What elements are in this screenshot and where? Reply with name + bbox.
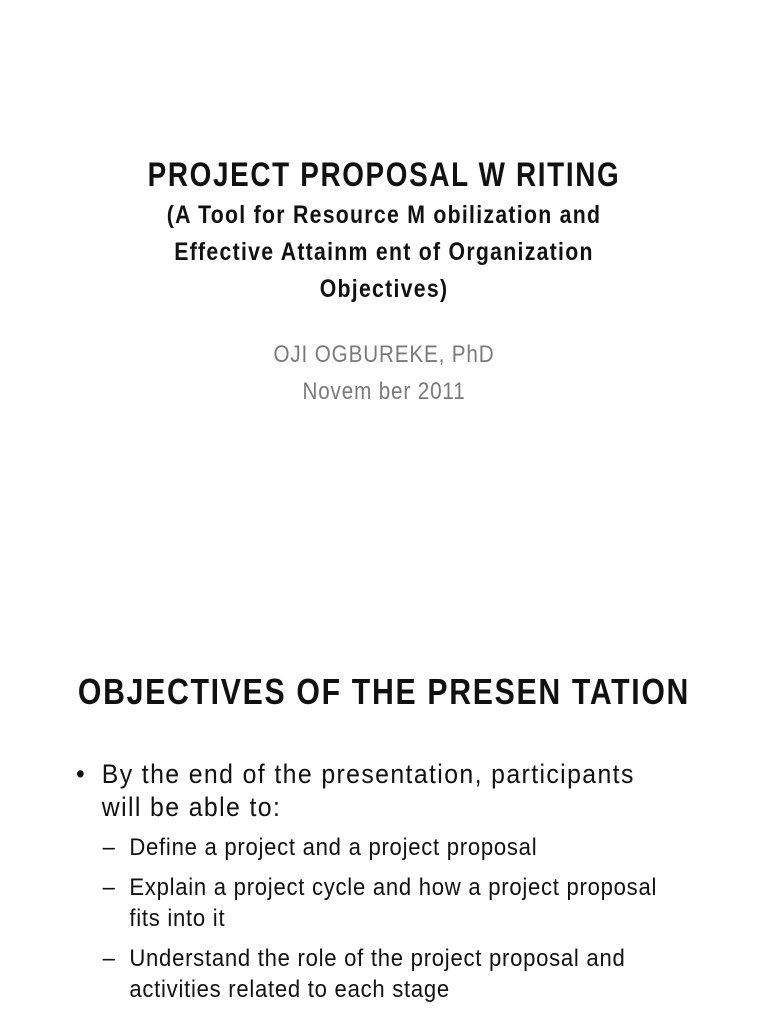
bullet-text-line-1: By the end of the presentation, participants	[101, 759, 635, 789]
dash-marker: –	[102, 945, 116, 972]
subtitle-line-3: Objectives)	[319, 275, 449, 303]
author-block	[0, 336, 768, 410]
presentation-date: Novem ber 2011	[302, 378, 466, 405]
bullet-text-line-2: will be able to:	[101, 792, 282, 822]
dash-marker: –	[102, 834, 116, 861]
dash-marker: –	[102, 874, 116, 901]
sub-item-text: Understand the role of the project proposal and	[129, 945, 626, 972]
bullet-item	[76, 758, 709, 1005]
sub-item-understand	[103, 943, 682, 1005]
sub-item-text: Define a project and a project proposal	[129, 834, 538, 861]
sub-bullet-list	[102, 832, 709, 1005]
subtitle-line-1: (A Tool for Resource M obilization and	[166, 201, 602, 229]
sub-item-explain	[103, 872, 682, 934]
objectives-title: OBJECTIVES OF THE PRESEN TATION	[77, 671, 691, 712]
subtitle-line-2: Effective Attainm ent of Organization	[174, 238, 594, 266]
bullet-marker: •	[76, 759, 87, 789]
presentation-title: PROJECT PROPOSAL W RITING	[147, 156, 621, 194]
objectives-slide	[0, 600, 768, 1024]
sub-item-text-cont: activities related to each stage	[129, 976, 450, 1003]
bullet-list	[76, 758, 716, 1014]
title-block	[0, 153, 768, 308]
sub-item-text-cont: fits into it	[129, 905, 226, 932]
sub-item-text: Explain a project cycle and how a project proposal	[129, 874, 658, 901]
sub-item-define	[103, 832, 682, 863]
author-name: OJI OGBUREKE, PhD	[273, 341, 495, 368]
